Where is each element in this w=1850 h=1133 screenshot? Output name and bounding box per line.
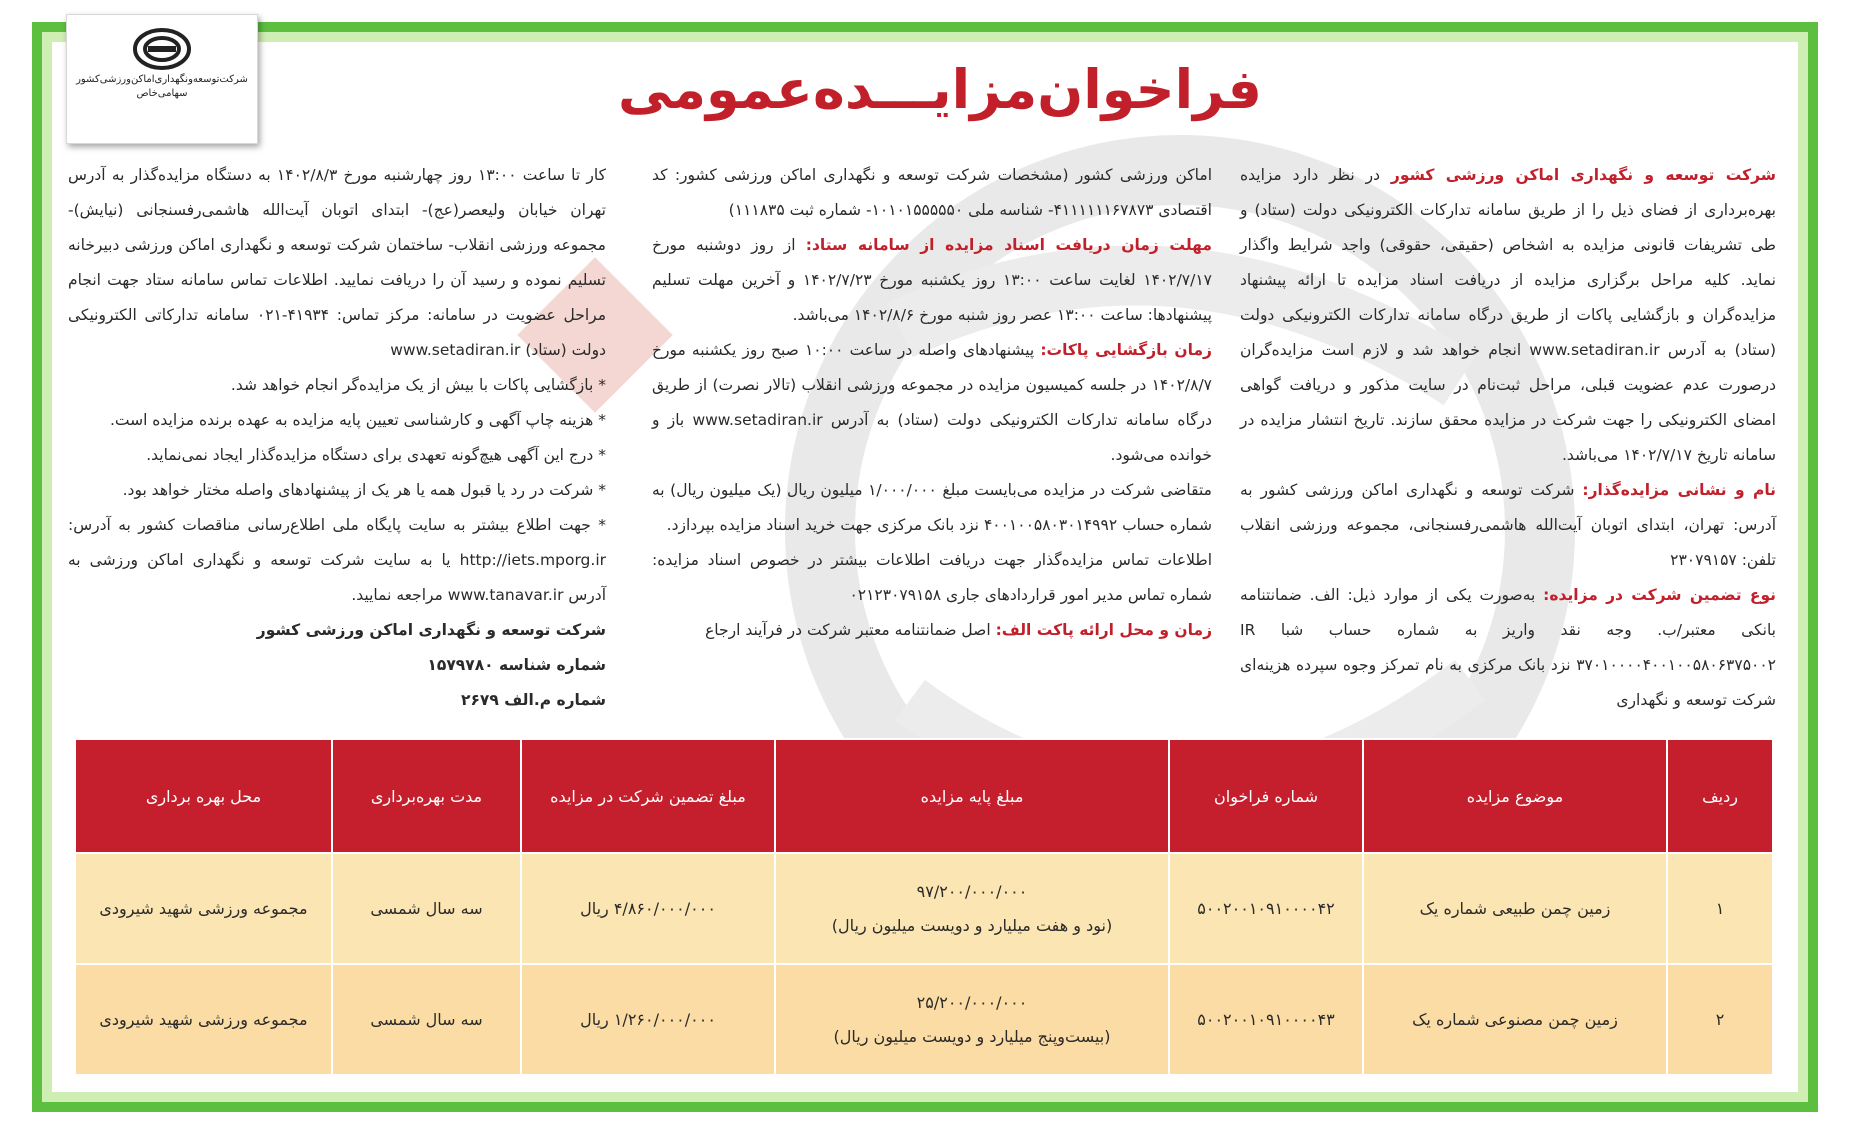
note-item: * درج این آگهی هیچ‌گونه تعهدی برای دستگاه مزایده‌گذار ایجاد نمی‌نماید. (146, 446, 606, 464)
header-duration: مدت بهره‌برداری (332, 739, 521, 853)
deadline-text: از روز دوشنبه مورخ ۱۴۰۲/۷/۱۷ لغایت ساعت ۱۳:۰۰ روز یکشنبه مورخ ۱۴۰۲/۷/۲۳ و آخرین مهلت تسلیم پیشنهادها: ساعت ۱۳:۰۰ عصر روز شنبه مورخ ۱۴۰۲/۸/۶ می‌باشد. (652, 236, 1212, 324)
table-row (75, 964, 1773, 1075)
company-logo-icon (132, 27, 192, 71)
cell-guarantee: ۱/۲۶۰/۰۰۰/۰۰۰ ریال (521, 964, 775, 1075)
deadline-label: مهلت زمان دریافت اسناد مزایده از سامانه ستاد: (805, 236, 1212, 254)
company-logo-tab (66, 14, 258, 144)
logo-company-type: سهامی‌خاص (136, 88, 188, 99)
organization-name: شرکت توسعه و نگهداری اماکن ورزشی کشور (1390, 166, 1777, 184)
intro-text: در نظر دارد مزایده بهره‌برداری از فضای ذیل را از طریق سامانه تدارکات الکترونیکی دولت (ستاد) و طی تشریفات قانونی مزایده به اشخاص (حقیقی، حقوقی) واجد شرایط واگذار نماید. کلیه مراحل برگزاری مزایده از دریافت اسناد مزایده تا ارائه پیشنهاد مزایده‌گران و بازگشایی پاکات از طریق درگاه سامانه تدارکات الکترونیکی دولت (ستاد) به آدرس www.setadiran.ir انجام خواهد شد و لازم است مزایده‌گران درصورت عدم عضویت قبلی، مراحل ثبت‌نام در سایت مذکور و دریافت گواهی امضای الکترونیکی را جهت شرکت در مزایده محقق سازند. تاریخ انتشار مزایده در سامانه تاریخ ۱۴۰۲/۷/۱۷ می‌باشد. (1240, 166, 1776, 464)
note-item: * شرکت در رد یا قبول همه یا هر یک از پیشنهادهای واصله مختار خواهد بود. (122, 481, 606, 499)
table-row (75, 853, 1773, 964)
guarantee-label: نوع تضمین شرکت در مزایده: (1543, 586, 1776, 604)
note-item: * بازگشایی پاکات با بیش از یک مزایده‌گر انجام خواهد شد. (230, 376, 606, 394)
header-guarantee: مبلغ تضمین شرکت در مزایده (521, 739, 775, 853)
middle-text-column (652, 158, 1212, 648)
auction-table (74, 738, 1774, 1076)
fee-text: متقاضی شرکت در مزایده می‌بایست مبلغ ۱/۰۰۰/۰۰۰ میلیون ریال (یک میلیون ریال) به شماره حساب ۴۰۰۱۰۰۵۸۰۳۰۱۴۹۹۲ نزد بانک مرکزی جهت خرید اسناد مزایده بپردازد. (652, 481, 1212, 534)
packet-label: زمان و محل ارائه پاکت الف: (995, 621, 1212, 639)
opening-text: پیشنهادهای واصله در ساعت ۱۰:۰۰ صبح روز یکشنبه مورخ ۱۴۰۲/۸/۷ در جلسه کمیسیون مزایده در مجموعه ورزشی انقلاب (تالار نصرت) از طریق درگاه سامانه تدارکات الکترونیکی دولت (ستاد) به آدرس www.setadiran.ir باز و خوانده می‌شود. (652, 341, 1212, 464)
header-subject: موضوع مزایده (1363, 739, 1667, 853)
cell-row-number: ۱ (1667, 853, 1773, 964)
guarantee-text: به‌صورت یکی از موارد ذیل: الف. ضمانتنامه بانکی معتبر/ب. وجه نقد واریز به شماره حساب شبا IR ۳۷۰۱۰۰۰۰۴۰۰۱۰۰۵۸۰۶۳۷۵۰۰۲ نزد بانک مرکزی به نام تمرکز وجوه سپرده هزینه‌ای شرکت توسعه و نگهداری (1240, 586, 1776, 709)
signature-ref-number: شماره م.الف ۲۶۷۹ (460, 691, 606, 709)
table-header-row (75, 739, 1773, 853)
base-price-value: ۲۵/۲۰۰/۰۰۰/۰۰۰ (916, 992, 1028, 1012)
cell-call-number: ۵۰۰۲۰۰۱۰۹۱۰۰۰۰۴۲ (1169, 853, 1363, 964)
logo-company-name: شرکت‌توسعه‌ونگهداری‌اماکن‌ورزشی‌کشور (76, 74, 248, 85)
contact-text: اطلاعات تماس مزایده‌گذار جهت دریافت اطلاعات بیشتر در خصوص اسناد مزایده: شماره تماس مدیر امور قراردادهای جاری ۰۲۱۲۳۰۷۹۱۵۸ (652, 551, 1212, 604)
note-item: * جهت اطلاع بیشتر به سایت پایگاه ملی اطلاع‌رسانی مناقصات کشور به آدرس: http://iets.mporg.ir یا به سایت شرکت توسعه و نگهداری اماکن ورزشی به آدرس www.tanavar.ir مراجعه نمایید. (68, 516, 606, 604)
cell-guarantee: ۴/۸۶۰/۰۰۰/۰۰۰ ریال (521, 853, 775, 964)
right-text-column (1240, 158, 1776, 718)
company-details-text: اماکن ورزشی کشور (مشخصات شرکت توسعه و نگهداری اماکن ورزشی کشور: کد اقتصادی ۴۱۱۱۱۱۱۶۷۸۷۳- شناسه ملی ۱۰۱۰۱۵۵۵۵۵۰- شماره ثبت ۱۱۱۸۳۵) (652, 166, 1212, 219)
cell-base-price (775, 964, 1169, 1075)
cell-duration: سه سال شمسی (332, 964, 521, 1075)
signature-company: شرکت توسعه و نگهداری اماکن ورزشی کشور (256, 621, 606, 639)
cell-call-number: ۵۰۰۲۰۰۱۰۹۱۰۰۰۰۴۳ (1169, 964, 1363, 1075)
header-base-price: مبلغ پایه مزایده (775, 739, 1169, 853)
cell-location: مجموعه ورزشی شهید شیرودی (75, 964, 332, 1075)
signature-id-number: شماره شناسه ۱۵۷۹۷۸۰ (427, 656, 606, 674)
opening-label: زمان بازگشایی پاکات: (1040, 341, 1212, 359)
note-item: * هزینه چاپ آگهی و کارشناسی تعیین پایه مزایده به عهده برنده مزایده است. (109, 411, 606, 429)
header-location: محل بهره برداری (75, 739, 332, 853)
auctioneer-label: نام و نشانی مزایده‌گذار: (1582, 481, 1776, 499)
packet-text: اصل ضمانتنامه معتبر شرکت در فرآیند ارجاع (705, 621, 991, 639)
cell-subject: زمین چمن طبیعی شماره یک (1363, 853, 1667, 964)
base-price-words: (نود و هفت میلیارد و دویست میلیون ریال) (831, 915, 1113, 935)
base-price-words: (بیست‌وپنج میلیارد و دویست میلیون ریال) (833, 1026, 1111, 1046)
submission-text: کار تا ساعت ۱۳:۰۰ روز چهارشنبه مورخ ۱۴۰۲/۸/۳ به دستگاه مزایده‌گذار به آدرس تهران خیابان ولیعصر(عج)- ابتدای اتوبان آیت‌الله هاشمی‌رفسنجانی (نیایش)- مجموعه ورزشی انقلاب- ساختمان شرکت توسعه و نگهداری اماکن ورزشی دبیرخانه تسلیم نموده و رسید آن را دریافت نمایید. اطلاعات تماس سامانه ستاد جهت انجام مراحل عضویت در سامانه: مرکز تماس: ۴۱۹۳۴-۰۲۱ سامانه تدارکاتی الکترونیکی دولت (ستاد) www.setadiran.ir (68, 166, 607, 359)
cell-duration: سه سال شمسی (332, 853, 521, 964)
cell-base-price (775, 853, 1169, 964)
left-text-column (68, 158, 606, 718)
cell-row-number: ۲ (1667, 964, 1773, 1075)
base-price-value: ۹۷/۲۰۰/۰۰۰/۰۰۰ (916, 881, 1028, 901)
cell-subject: زمین چمن مصنوعی شماره یک (1363, 964, 1667, 1075)
auctioneer-text: شرکت توسعه و نگهداری اماکن ورزشی کشور به آدرس: تهران، ابتدای اتوبان آیت‌الله هاشمی‌رفسنجانی، مجموعه ورزشی انقلاب تلفن: ۲۳۰۷۹۱۵۷ (1240, 481, 1776, 569)
page-title: فراخوان‌مزایـــده‌عمومی (617, 58, 1263, 121)
cell-location: مجموعه ورزشی شهید شیرودی (75, 853, 332, 964)
header-row-number: ردیف (1667, 739, 1773, 853)
header-call-number: شماره فراخوان (1169, 739, 1363, 853)
